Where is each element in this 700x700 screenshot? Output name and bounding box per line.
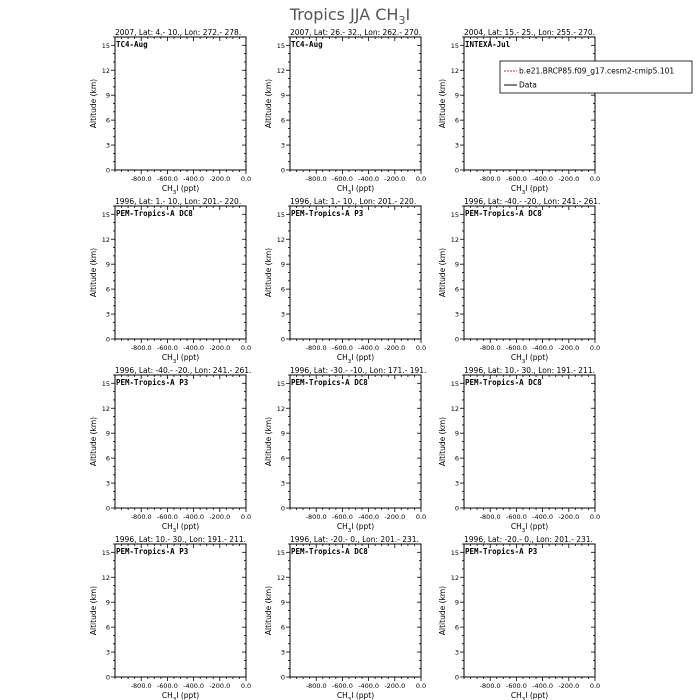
y-tick-label: 12 [101,404,110,413]
y-tick-label: 3 [280,648,285,657]
y-tick-label: 6 [105,116,110,125]
y-tick-label: 9 [454,429,459,438]
x-tick-label: -800.0 [479,513,501,521]
chart-panel [264,197,426,365]
x-tick-label: -800.0 [305,682,327,690]
legend [500,61,692,93]
campaign-label: PEM-Tropics-A P3 [116,547,189,556]
x-axis-label-subscript: 3 [347,190,352,196]
panel-title: 1996, Lat: -20.- 0., Lon: 201.- 231. [464,535,593,544]
figure-title-end: I [405,5,411,24]
panel-title: 1996, Lat: -40.- -20., Lon: 241.- 261. [115,366,252,375]
y-tick-label: 9 [105,429,110,438]
x-axis-label-subscript: 3 [172,359,177,365]
y-tick-label: 9 [454,91,459,100]
y-tick-label: 15 [276,210,285,219]
x-tick-label: -800.0 [305,175,327,183]
panel-title: 1996, Lat: -20.- 0., Lon: 201.- 231. [290,535,419,544]
x-tick-label: -400.0 [532,682,554,690]
chart-panel [264,535,426,700]
x-tick-label: -600.0 [505,175,527,183]
x-tick-label: 0.0 [589,344,601,352]
x-tick-label: -800.0 [130,682,152,690]
y-tick-label: 12 [276,573,285,582]
x-axis-label-end: I (ppt) [176,184,200,193]
x-tick-label: -200.0 [558,682,580,690]
plot-frame [464,375,595,508]
x-axis-label-main: CH [510,522,522,531]
campaign-label: INTEXA-Jul [465,40,511,49]
y-tick-label: 3 [105,648,110,657]
y-axis-label: Altitude (km) [264,416,273,467]
x-tick-label: -200.0 [384,682,406,690]
x-tick-label: -600.0 [505,682,527,690]
y-tick-label: 0 [454,166,459,175]
x-axis-label-end: I (ppt) [351,184,375,193]
y-tick-label: 0 [454,504,459,513]
x-axis-label-subscript: 3 [172,190,177,196]
legend-label: b.e21.BRCP85.f09_g17.cesm2-cmip5.101 [519,66,675,76]
chart-panel [89,535,251,700]
y-tick-label: 9 [280,260,285,269]
y-tick-label: 0 [280,673,285,682]
x-axis-label-subscript: 3 [521,697,526,700]
y-tick-label: 0 [280,166,285,175]
x-axis-label-end: I (ppt) [351,353,375,362]
y-tick-label: 6 [105,623,110,632]
x-axis-label-main: CH [161,522,173,531]
x-axis-label-subscript: 3 [521,528,526,534]
x-axis-label-end: I (ppt) [351,522,375,531]
x-axis-label [337,353,374,365]
campaign-label: PEM-Tropics-A P3 [116,378,189,387]
y-tick-label: 3 [454,141,459,150]
y-tick-label: 6 [280,623,285,632]
x-tick-label: -200.0 [558,344,580,352]
plot-frame [290,206,421,339]
x-tick-label: 0.0 [415,682,427,690]
chart-panel [264,366,426,534]
x-tick-label: -800.0 [479,682,501,690]
plot-frame [290,544,421,677]
x-tick-label: -200.0 [384,175,406,183]
campaign-label: PEM-Tropics-A DC8 [465,378,542,387]
x-tick-label: -400.0 [532,344,554,352]
y-axis-label: Altitude (km) [89,78,98,129]
x-tick-label: -600.0 [156,344,178,352]
figure-title [289,5,410,27]
y-tick-label: 9 [454,260,459,269]
plot-frame [115,544,246,677]
y-tick-label: 15 [450,41,459,50]
x-axis-label-main: CH [336,353,348,362]
y-tick-label: 12 [450,235,459,244]
chart-panel [89,28,251,196]
y-tick-label: 12 [276,235,285,244]
y-tick-label: 3 [105,310,110,319]
x-tick-label: -200.0 [384,513,406,521]
campaign-label: PEM-Tropics-A P3 [291,209,364,218]
y-tick-label: 12 [450,66,459,75]
x-tick-label: 0.0 [589,682,601,690]
y-axis-label: Altitude (km) [438,416,447,467]
panel-title: 2007, Lat: 26.- 32., Lon: 262.- 270. [290,28,421,37]
y-axis-label: Altitude (km) [264,78,273,129]
plot-frame [115,375,246,508]
x-tick-label: -800.0 [305,344,327,352]
y-tick-label: 3 [105,479,110,488]
legend-label: Data [519,80,537,90]
chart-panel [89,197,251,365]
x-axis-label-subscript: 3 [172,697,177,700]
y-tick-label: 15 [101,548,110,557]
x-tick-label: -400.0 [183,344,205,352]
x-tick-label: -600.0 [156,513,178,521]
y-tick-label: 12 [276,66,285,75]
x-axis-label-main: CH [510,691,522,700]
x-axis-label [337,691,374,700]
y-tick-label: 0 [105,504,110,513]
x-tick-label: -600.0 [331,513,353,521]
y-tick-label: 0 [280,335,285,344]
plot-frame [290,37,421,170]
y-tick-label: 3 [280,141,285,150]
y-axis-label: Altitude (km) [438,247,447,298]
x-axis-label-end: I (ppt) [176,353,200,362]
panel-title: 1996, Lat: -30.- -10., Lon: 171.- 191. [290,366,427,375]
y-tick-label: 6 [454,116,459,125]
y-tick-label: 12 [101,573,110,582]
figure-title-subscript: 3 [398,14,406,27]
y-tick-label: 0 [454,673,459,682]
x-tick-label: 0.0 [415,513,427,521]
campaign-label: PEM-Tropics-A DC8 [465,209,542,218]
chart-panel [89,366,251,534]
y-tick-label: 12 [450,573,459,582]
y-axis-label: Altitude (km) [89,585,98,636]
y-axis-label: Altitude (km) [89,416,98,467]
chart-panel [438,535,600,700]
panel-grid [89,28,692,700]
y-tick-label: 6 [105,454,110,463]
x-tick-label: -200.0 [209,344,231,352]
x-tick-label: 0.0 [240,344,252,352]
x-tick-label: -600.0 [156,682,178,690]
x-tick-label: 0.0 [415,344,427,352]
y-tick-label: 12 [450,404,459,413]
y-tick-label: 3 [454,479,459,488]
x-tick-label: -400.0 [358,682,380,690]
x-axis-label-main: CH [161,353,173,362]
x-tick-label: -400.0 [183,175,205,183]
x-tick-label: -600.0 [331,344,353,352]
y-tick-label: 15 [101,379,110,388]
x-tick-label: -600.0 [505,344,527,352]
x-axis-label-end: I (ppt) [176,522,200,531]
y-tick-label: 12 [101,66,110,75]
x-tick-label: -800.0 [305,513,327,521]
x-tick-label: -400.0 [358,513,380,521]
y-tick-label: 6 [454,454,459,463]
y-tick-label: 15 [276,548,285,557]
x-tick-label: -800.0 [130,513,152,521]
x-tick-label: -800.0 [130,175,152,183]
y-tick-label: 6 [280,285,285,294]
x-axis-label-end: I (ppt) [351,691,375,700]
plot-frame [464,206,595,339]
y-tick-label: 3 [454,310,459,319]
y-tick-label: 15 [450,548,459,557]
x-tick-label: 0.0 [240,682,252,690]
x-axis-label-end: I (ppt) [525,184,549,193]
y-tick-label: 9 [454,598,459,607]
x-axis-label [511,691,548,700]
y-tick-label: 6 [454,623,459,632]
x-axis-label-end: I (ppt) [525,353,549,362]
y-tick-label: 15 [101,41,110,50]
y-tick-label: 12 [276,404,285,413]
panel-title: 1996, Lat: 1.- 10., Lon: 201.- 220. [290,197,417,206]
y-tick-label: 3 [105,141,110,150]
y-tick-label: 9 [280,91,285,100]
chart-panel [438,197,600,365]
x-axis-label-subscript: 3 [521,190,526,196]
x-tick-label: -200.0 [384,344,406,352]
x-axis-label-end: I (ppt) [525,691,549,700]
x-tick-label: -400.0 [532,175,554,183]
campaign-label: TC4-Aug [291,40,323,49]
x-tick-label: -600.0 [331,175,353,183]
plot-frame [464,37,595,170]
x-tick-label: -600.0 [505,513,527,521]
x-tick-label: -400.0 [358,175,380,183]
y-axis-label: Altitude (km) [89,247,98,298]
y-axis-label: Altitude (km) [438,78,447,129]
x-tick-label: -400.0 [183,513,205,521]
y-tick-label: 6 [105,285,110,294]
campaign-label: PEM-Tropics-A DC8 [116,209,193,218]
y-tick-label: 9 [105,91,110,100]
y-tick-label: 15 [450,379,459,388]
x-axis-label-subscript: 3 [347,359,352,365]
x-tick-label: 0.0 [240,175,252,183]
panel-title: 2004, Lat: 15.- 25., Lon: 255.- 270. [464,28,595,37]
panel-title: 1996, Lat: 10.- 30., Lon: 191.- 211. [115,535,246,544]
x-tick-label: -200.0 [558,175,580,183]
chart-panel [438,366,600,534]
y-tick-label: 6 [280,454,285,463]
x-axis-label [337,522,374,534]
x-axis-label-end: I (ppt) [525,522,549,531]
y-tick-label: 9 [280,598,285,607]
x-axis-label-main: CH [161,691,173,700]
y-tick-label: 3 [280,310,285,319]
x-axis-label-main: CH [336,691,348,700]
x-axis-label-subscript: 3 [172,528,177,534]
y-tick-label: 0 [280,504,285,513]
x-axis-label-main: CH [161,184,173,193]
chart-panel [264,28,426,196]
x-axis-label [511,353,548,365]
y-tick-label: 3 [280,479,285,488]
y-tick-label: 0 [105,166,110,175]
x-tick-label: -800.0 [479,344,501,352]
plot-frame [464,544,595,677]
x-tick-label: -200.0 [558,513,580,521]
x-tick-label: -800.0 [479,175,501,183]
y-tick-label: 9 [280,429,285,438]
x-tick-label: 0.0 [589,175,601,183]
campaign-label: PEM-Tropics-A DC8 [291,378,368,387]
x-axis-label-main: CH [510,353,522,362]
x-tick-label: -200.0 [209,513,231,521]
x-tick-label: -600.0 [156,175,178,183]
campaign-label: TC4-Aug [116,40,148,49]
x-tick-label: -400.0 [532,513,554,521]
x-axis-label [162,184,199,196]
x-axis-label-subscript: 3 [347,528,352,534]
y-tick-label: 9 [105,598,110,607]
x-axis-label-end: I (ppt) [176,691,200,700]
y-axis-label: Altitude (km) [264,247,273,298]
chart-panel [438,28,600,196]
y-tick-label: 12 [101,235,110,244]
x-tick-label: 0.0 [415,175,427,183]
y-axis-label: Altitude (km) [264,585,273,636]
y-axis-label: Altitude (km) [438,585,447,636]
y-tick-label: 15 [276,379,285,388]
x-axis-label-subscript: 3 [521,359,526,365]
x-tick-label: -800.0 [130,344,152,352]
plot-frame [115,206,246,339]
y-tick-label: 6 [280,116,285,125]
y-tick-label: 15 [450,210,459,219]
y-tick-label: 6 [454,285,459,294]
x-axis-label [511,184,548,196]
x-tick-label: 0.0 [240,513,252,521]
x-axis-label-main: CH [510,184,522,193]
x-axis-label [511,522,548,534]
y-tick-label: 0 [105,673,110,682]
x-axis-label-main: CH [336,522,348,531]
x-axis-label [162,522,199,534]
figure-title-main: Tropics JJA CH [289,5,399,24]
panel-title: 1996, Lat: -40.- -20., Lon: 241.- 261. [464,197,601,206]
y-tick-label: 3 [454,648,459,657]
x-tick-label: -600.0 [331,682,353,690]
x-tick-label: 0.0 [589,513,601,521]
x-axis-label-main: CH [336,184,348,193]
x-axis-label [162,353,199,365]
x-axis-label [337,184,374,196]
x-tick-label: -400.0 [358,344,380,352]
panel-title: 2007, Lat: 4.- 10., Lon: 272.- 278. [115,28,242,37]
x-axis-label [162,691,199,700]
y-tick-label: 9 [105,260,110,269]
x-tick-label: -400.0 [183,682,205,690]
y-tick-label: 15 [276,41,285,50]
campaign-label: PEM-Tropics-A DC8 [291,547,368,556]
campaign-label: PEM-Tropics-A P3 [465,547,538,556]
x-tick-label: -200.0 [209,175,231,183]
y-tick-label: 0 [105,335,110,344]
panel-title: 1996, Lat: 1.- 10., Lon: 201.- 220. [115,197,242,206]
x-tick-label: -200.0 [209,682,231,690]
panel-title: 1996, Lat: 10.- 30., Lon: 191.- 211. [464,366,595,375]
y-tick-label: 15 [101,210,110,219]
x-axis-label-subscript: 3 [347,697,352,700]
plot-frame [290,375,421,508]
plot-frame [115,37,246,170]
y-tick-label: 0 [454,335,459,344]
